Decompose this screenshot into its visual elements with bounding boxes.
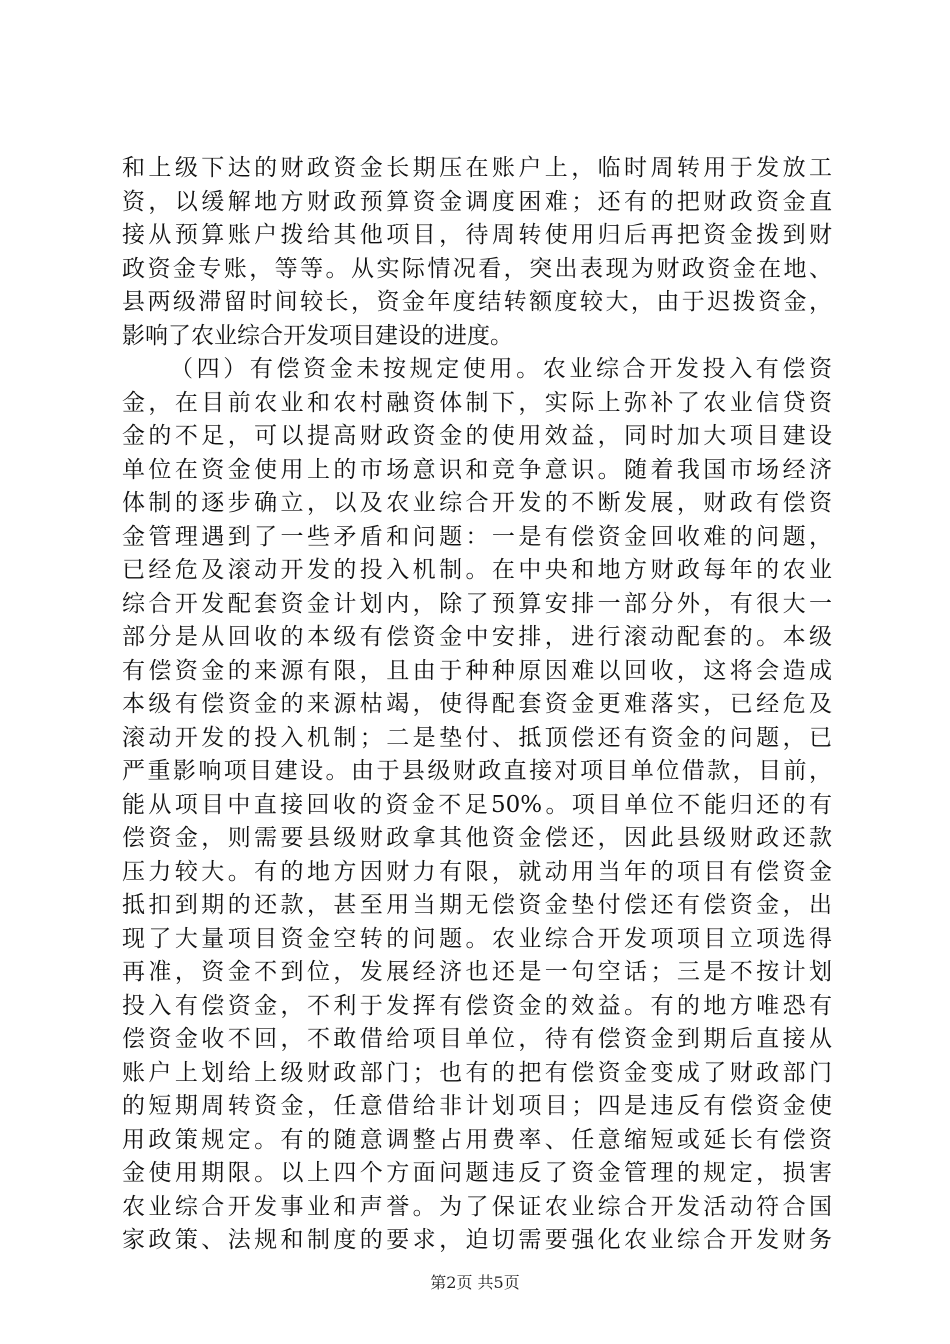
text-line: 金管理遇到了一些矛盾和问题：一是有偿资金回收难的问题， (122, 523, 832, 550)
text-line: 资，以缓解地方财政预算资金调度困难；还有的把财政资金直 (122, 188, 832, 215)
paragraph-start-line: （四）有偿资金未按规定使用。农业综合开发投入有偿资 (170, 356, 832, 382)
text-line: 政资金专账，等等。从实际情况看，突出表现为财政资金在地、 (122, 255, 832, 282)
text-line: 有偿资金的来源有限，且由于种种原因难以回收，这将会造成 (122, 657, 832, 684)
page-number-footer: 第2页 共5页 (430, 1273, 520, 1292)
text-line: 本级有偿资金的来源枯竭，使得配套资金更难落实，已经危及 (122, 691, 832, 717)
body-text (122, 152, 832, 1258)
text-line: 综合开发配套资金计划内，除了预算安排一部分外，有很大一 (122, 590, 832, 617)
text-line: 接从预算账户拨给其他项目，待周转使用归后再把资金拨到财 (122, 222, 832, 248)
text-line: 偿资金，则需要县级财政拿其他资金偿还，因此县级财政还款 (122, 825, 832, 851)
text-line: 县两级滞留时间较长，资金年度结转额度较大，由于迟拨资金， (122, 289, 832, 315)
text-line: 抵扣到期的还款，甚至用当期无偿资金垫付偿还有偿资金，出 (122, 892, 832, 918)
text-line: 体制的逐步确立，以及农业综合开发的不断发展，财政有偿资 (122, 490, 832, 516)
text-line: 投入有偿资金，不利于发挥有偿资金的效益。有的地方唯恐有 (122, 992, 832, 1019)
text-line: 已经危及滚动开发的投入机制。在中央和地方财政每年的农业 (122, 557, 832, 583)
text-line: 压力较大。有的地方因财力有限，就动用当年的项目有偿资金 (122, 858, 832, 885)
text-line: 滚动开发的投入机制；二是垫付、抵顶偿还有资金的问题，已 (122, 724, 832, 751)
text-line: 能从项目中直接回收的资金不足50%。项目单位不能归还的有 (122, 791, 832, 818)
text-line: 单位在资金使用上的市场意识和竞争意识。随着我国市场经济 (122, 456, 832, 483)
text-line: 偿资金收不回，不敢借给项目单位，待有偿资金到期后直接从 (122, 1026, 832, 1052)
text-line: 金的不足，可以提高财政资金的使用效益，同时加大项目建设 (122, 423, 832, 449)
text-line: 用政策规定。有的随意调整占用费率、任意缩短或延长有偿资 (122, 1126, 832, 1153)
text-line: 账户上划给上级财政部门；也有的把有偿资金变成了财政部门 (122, 1059, 832, 1086)
text-line: 影响了农业综合开发项目建设的进度。 (122, 322, 513, 349)
text-line: 家政策、法规和制度的要求，迫切需要强化农业综合开发财务 (122, 1227, 832, 1253)
text-line: 严重影响项目建设。由于县级财政直接对项目单位借款，目前， (122, 758, 832, 784)
text-line: 再准，资金不到位，发展经济也还是一句空话；三是不按计划 (122, 959, 832, 985)
text-line: 农业综合开发事业和声誉。为了保证农业综合开发活动符合国 (122, 1193, 832, 1220)
text-line: 金使用期限。以上四个方面问题违反了资金管理的规定，损害 (122, 1160, 832, 1186)
text-line: 的短期周转资金，任意借给非计划项目；四是违反有偿资金使 (122, 1093, 832, 1119)
text-line: 部分是从回收的本级有偿资金中安排，进行滚动配套的。本级 (122, 624, 832, 650)
text-line: 和上级下达的财政资金长期压在账户上，临时周转用于发放工 (122, 155, 832, 181)
text-line: 现了大量项目资金空转的问题。农业综合开发项项目立项选得 (122, 925, 832, 952)
text-line: 金，在目前农业和农村融资体制下，实际上弥补了农业信贷资 (122, 389, 832, 416)
